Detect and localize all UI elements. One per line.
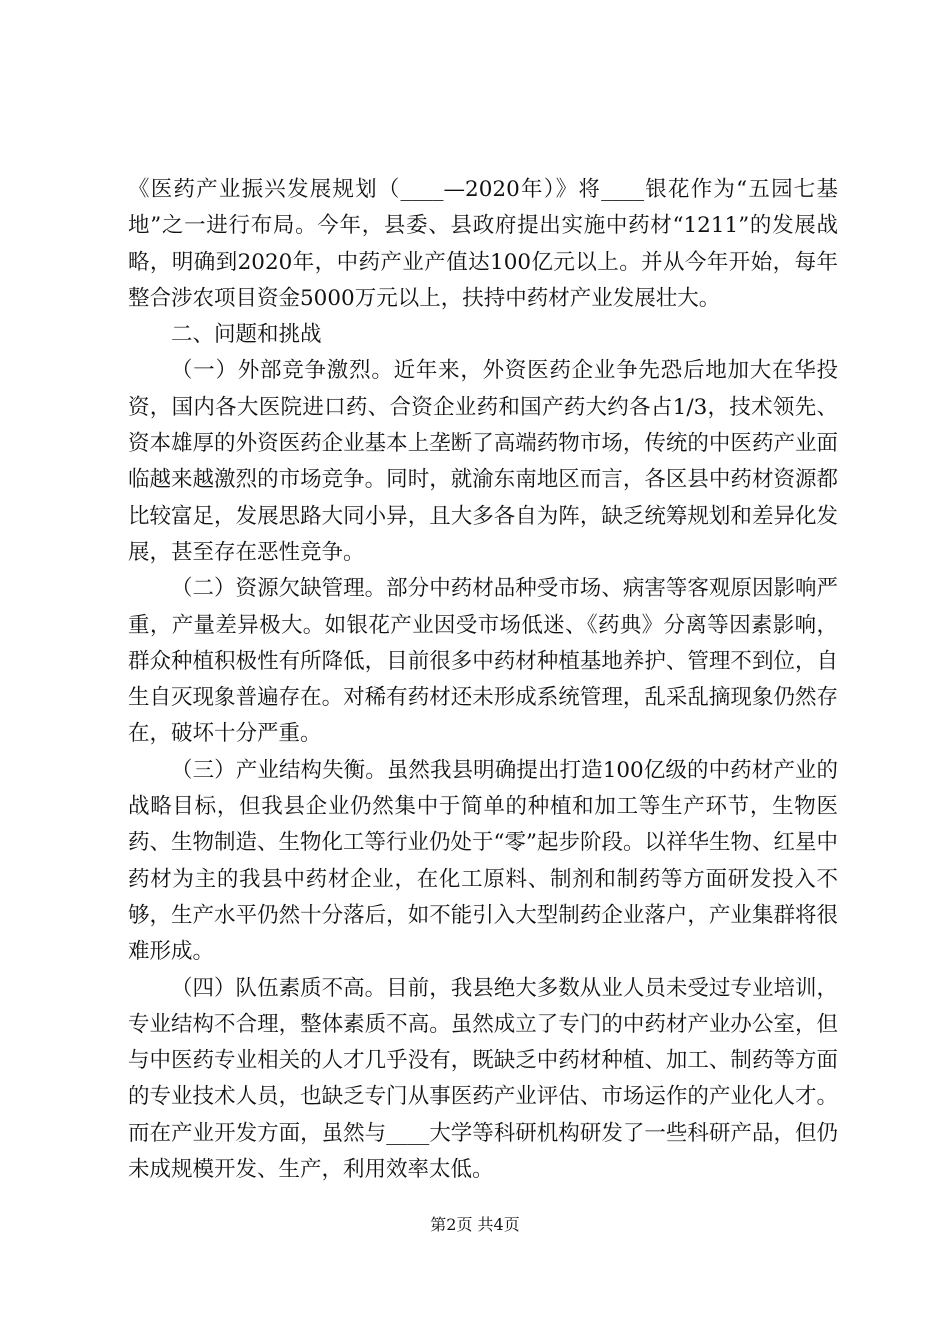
paragraph-industry-structure: （三）产业结构失衡。虽然我县明确提出打造100亿级的中药材产业的战略目标，但我县企业仍然集中于简单的种植和加工等生产环节，生物医药、生物制造、生物化工等行业仍处于“零”起步阶段。以祥华生物、红星中药材为主的我县中药材企业，在化工原料、制剂和制药等方面研发投入不够，生产水平仍然十分落后，如不能引入大型制药企业落户，产业集群将很难形成。: [128, 757, 838, 965]
page-number-footer: 第2页 共4页: [430, 1215, 520, 1234]
paragraph-external-competition: （一）外部竞争激烈。近年来，外资医药企业争先恐后地加大在华投资，国内各大医院进口药、合资企业药和国产药大约各占1/3，技术领先、资本雄厚的外资医药企业基本上垄断了高端药物市场，传统的中医药产业面临越来越激烈的市场竞争。同时，就渝东南地区而言，各区县中药材资源都比较富足，发展思路大同小异，且大多各自为阵，缺乏统筹规划和差异化发展，甚至存在恶性竞争。: [128, 358, 838, 565]
section-heading-problems: 二、问题和挑战: [171, 322, 322, 348]
paragraph-team-quality: （四）队伍素质不高。目前，我县绝大多数从业人员未受过专业培训，专业结构不合理，整体素质不高。虽然成立了专门的中药材产业办公室，但与中医药专业相关的人才几乎没有，既缺乏中药材种植、加工、制药等方面的专业技术人员，也缺乏专门从事医药产业评估、市场运作的产业化人才。而在产业开发方面，虽然与____大学等科研机构研发了一些科研产品，但仍未成规模开发、生产，利用效率太低。: [128, 975, 838, 1183]
document-body: [128, 172, 838, 1188]
paragraph-resource-management: （二）资源欠缺管理。部分中药材品种受市场、病害等客观原因影响严重，产量差异极大。如银花产业因受市场低迷、《药典》分离等因素影响，群众种植积极性有所降低，目前很多中药材种植基地养护、管理不到位，自生自灭现象普遍存在。对稀有药材还未形成系统管理，乱采乱摘现象仍然存在，破坏十分严重。: [128, 576, 838, 747]
paragraph-plan-intro: 《医药产业振兴发展规划（____—2020年）》将____银花作为“五园七基地”之一进行布局。今年，县委、县政府提出实施中药材“1211”的发展战略，明确到2020年，中药产业产值达100亿元以上。并从今年开始，每年整合涉农项目资金5000万元以上，扶持中药材产业发展壮大。: [128, 177, 838, 311]
